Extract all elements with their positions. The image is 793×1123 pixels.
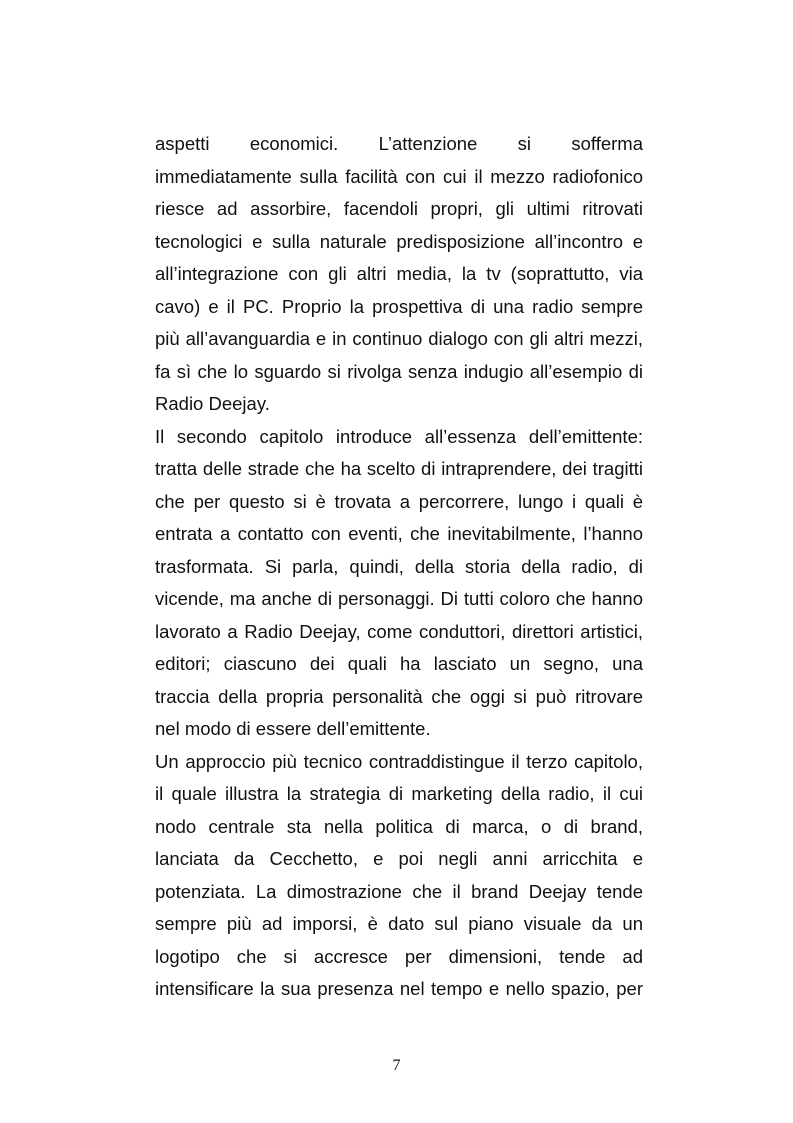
text-line: logotipo che si accresce per dimensioni, tende ad [155,945,643,967]
text-line: sempre più ad imporsi, è dato sul piano visuale da un [155,913,643,934]
text-line: che per questo si è trovata a percorrere, lungo i quali è [155,490,643,512]
text-line: potenziata. La dimostrazione che il brand Deejay tende [155,880,643,902]
text-line: riesce ad assorbire, facendoli propri, gli ultimi ritrovati [155,198,643,219]
text-line: più all’avanguardia e in continuo dialogo con gli altri mezzi, [155,328,643,349]
text-line: all’integrazione con gli altri media, la tv (soprattutto, via [155,263,643,284]
text-line: intensificare la sua presenza nel tempo e nello spazio, per [155,978,643,999]
text-line: fa sì che lo sguardo si rivolga senza indugio all’esempio di [155,360,643,382]
text-line: Il secondo capitolo introduce all’essenza dell’emittente: [155,425,643,447]
text-line: nodo centrale sta nella politica di marca, o di brand, [155,815,643,837]
text-line: immediatamente sulla facilità con cui il mezzo radiofonico [155,165,643,187]
page-number: 7 [392,1057,401,1074]
text-line: entrata a contatto con eventi, che inevitabilmente, l’hanno [155,523,643,544]
text-line: cavo) e il PC. Proprio la prospettiva di una radio sempre [155,295,643,317]
text-line: trasformata. Si parla, quindi, della storia della radio, di [155,555,643,577]
text-line: vicende, ma anche di personaggi. Di tutti coloro che hanno [155,588,643,609]
text-line: traccia della propria personalità che oggi si può ritrovare [155,685,643,707]
text-line: editori; ciascuno dei quali ha lasciato un segno, una [155,653,643,674]
text-line: il quale illustra la strategia di marketing della radio, il cui [155,783,643,804]
text-line: Un approccio più tecnico contraddistingue il terzo capitolo, [155,750,643,772]
body-text [155,128,643,1006]
text-line: tratta delle strade che ha scelto di intraprendere, dei tragitti [155,458,643,479]
text-line: aspetti economici. L’attenzione si sofferma [155,133,643,154]
text-line: tecnologici e sulla naturale predisposizione all’incontro e [155,230,643,252]
text-line: nel modo di essere dell’emittente. [155,718,431,739]
text-line: lanciata da Cecchetto, e poi negli anni arricchita e [155,848,643,869]
text-line: lavorato a Radio Deejay, come conduttori, direttori artistici, [155,620,643,642]
text-line: Radio Deejay. [155,393,270,414]
